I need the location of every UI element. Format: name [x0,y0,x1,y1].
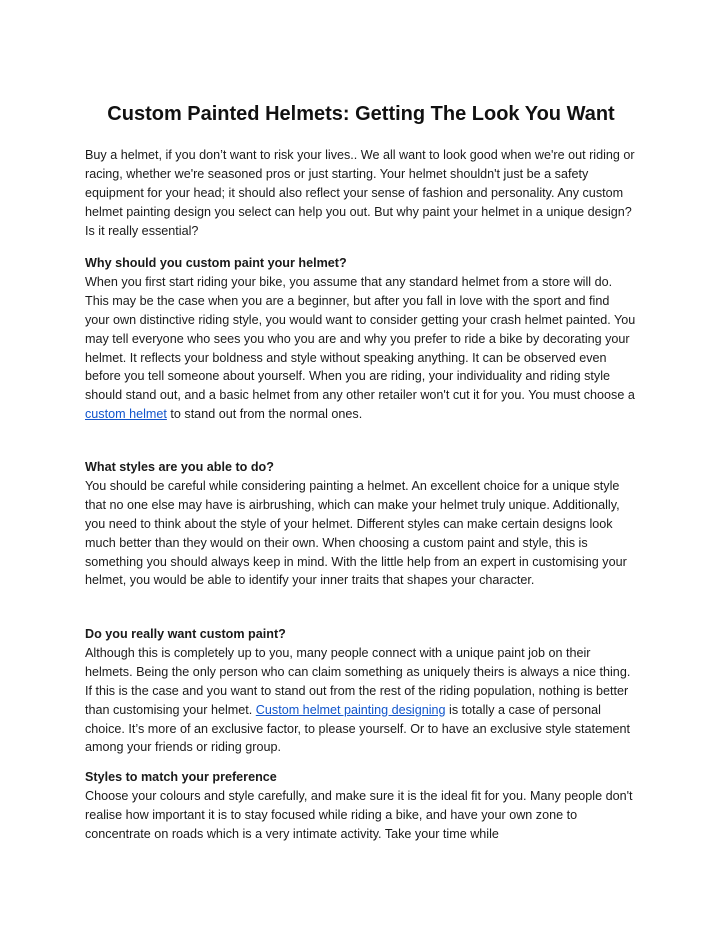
section-want-custom-paint [85,625,637,757]
body-text: Although this is completely up to you, many people connect with a unique paint job on their helmets. Being the only person who can claim something as uniquely theirs is always a nice thing. If this is the case and you want to stand out from the rest of the riding population, nothing is better than customising your helmet. [85,645,631,717]
section-body: Choose your colours and style carefully, and make sure it is the ideal fit for you. Many people don't realise how important it is to stay focused while riding a bike, and have your own zone to concentrate on roads which is a very intimate activity. Take your time while [85,788,633,841]
section-body [85,644,637,757]
section-heading: Why should you custom paint your helmet? [85,256,347,270]
section-heading: What styles are you able to do? [85,460,274,474]
body-text: When you first start riding your bike, you assume that any standard helmet from a store will do. This may be the case when you are a beginner, but after you fall in love with the sport and find your own distinctive riding style, you would want to consider getting your crash helmet painted. You may tell everyone who sees you who you are and why you prefer to ride a bike by decorating your helmet. It reflects your boldness and style without speaking anything. It can be observed even before you tell someone about yourself. When you are riding, your individuality and riding style should stand out, and a basic helmet from any other retailer won't cut it for you. You must choose a [85,274,636,403]
section-why-custom-paint [85,254,637,424]
section-styles-preference [85,768,637,844]
intro-paragraph: Buy a helmet, if you don’t want to risk your lives.. We all want to look good when we're out riding or racing, whether we're seasoned pros or just starting. Your helmet shouldn't just be a safety equipment for your head; it should also reflect your sense of fashion and personality. Any custom helmet painting design you select can help you out. But why paint your helmet in a unique design? Is it really essential? [85,148,635,238]
body-text: to stand out from the normal ones. [166,407,363,422]
custom-helmet-painting-designing-link[interactable]: Custom helmet painting designing [255,702,446,717]
section-styles-available [85,458,637,590]
section-heading: Do you really want custom paint? [85,627,286,641]
section-body: You should be careful while considering painting a helmet. An excellent choice for a unique style that no one else may have is airbrushing, which can make your helmet truly unique. Additionally, you need to think about the style of your helmet. Different styles can make certain designs look much better than they would on their own. When choosing a custom paint and style, this is something you should always keep in mind. With the little help from an expert in customising your helmet, you would be able to identify your inner traits that shapes your character. [85,478,627,588]
custom-helmet-link[interactable]: custom helmet [85,407,167,422]
body-text: is totally a case of personal choice. It’s more of an exclusive factor, to please yourself. Or to have an exclusive style statement among your friends or riding group. [85,702,631,755]
section-heading: Styles to match your preference [85,770,277,784]
page-title: Custom Painted Helmets: Getting The Look You Want [107,103,615,125]
section-body [85,273,637,424]
